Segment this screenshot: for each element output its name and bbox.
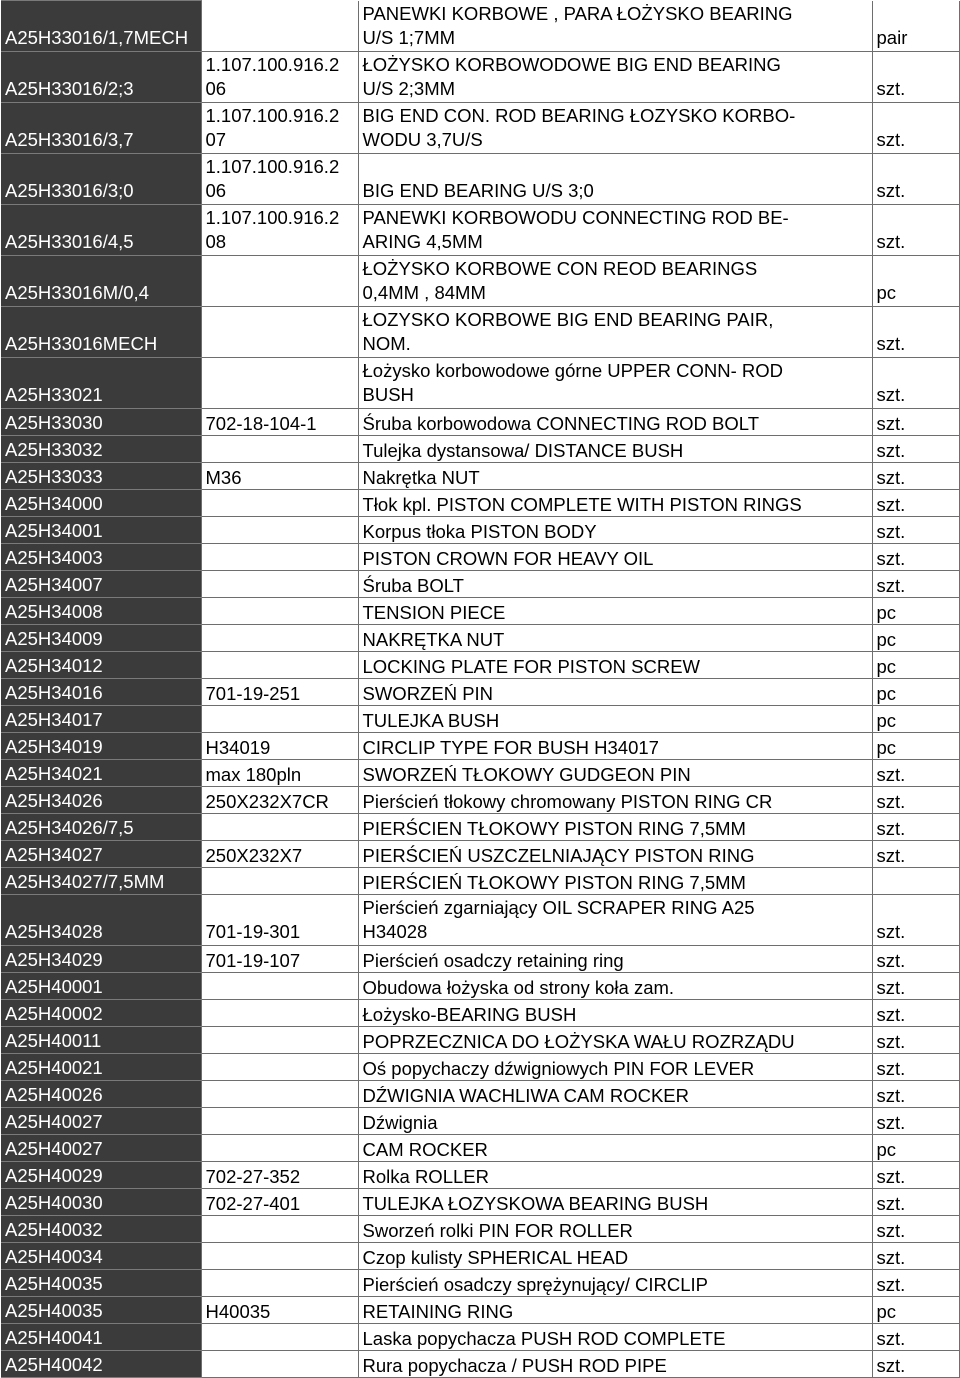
description-line: Łożysko-BEARING BUSH bbox=[362, 1003, 577, 1025]
table-row bbox=[1, 517, 959, 544]
table-row bbox=[1, 1135, 959, 1162]
description-line: NOM. bbox=[362, 332, 411, 354]
description-line: DŹWIGNIA WACHLIWA CAM ROCKER bbox=[362, 1084, 690, 1106]
description-cell bbox=[358, 1027, 872, 1054]
table-row bbox=[1, 946, 959, 973]
part-code-cell: A25H34016 bbox=[1, 679, 201, 706]
description-cell bbox=[358, 760, 872, 787]
description-cell bbox=[358, 1324, 872, 1351]
reference-number-cell bbox=[201, 1270, 358, 1297]
description-line: PIERŚCIEN TŁOKOWY PISTON RING 7,5MM bbox=[362, 817, 746, 839]
reference-number-cell bbox=[201, 652, 358, 679]
part-code-cell: A25H34021 bbox=[1, 760, 201, 787]
description-cell bbox=[358, 973, 872, 1000]
description-line: Laska popychacza PUSH ROD COMPLETE bbox=[362, 1327, 726, 1349]
reference-number-cell bbox=[201, 1216, 358, 1243]
table-row bbox=[1, 1162, 959, 1189]
part-code-cell: A25H40041 bbox=[1, 1324, 201, 1351]
reference-number-cell bbox=[201, 1243, 358, 1270]
description-cell bbox=[358, 1054, 872, 1081]
unit-cell: szt. bbox=[872, 1243, 959, 1270]
reference-number-cell: max 180pln bbox=[201, 760, 358, 787]
unit-cell: szt. bbox=[872, 814, 959, 841]
description-line: Tulejka dystansowa/ DISTANCE BUSH bbox=[362, 439, 684, 461]
reference-number-cell bbox=[201, 517, 358, 544]
part-code-cell: A25H40035 bbox=[1, 1270, 201, 1297]
description-line: U/S 2;3MM bbox=[362, 77, 456, 99]
description-line: Czop kulisty SPHERICAL HEAD bbox=[362, 1246, 629, 1268]
part-code-cell: A25H33021 bbox=[1, 358, 201, 409]
part-code-cell: A25H34003 bbox=[1, 544, 201, 571]
reference-number-cell: 702-27-352 bbox=[201, 1162, 358, 1189]
table-row bbox=[1, 760, 959, 787]
part-code-cell: A25H33016/3,7 bbox=[1, 103, 201, 154]
reference-number-cell bbox=[201, 307, 358, 358]
table-row bbox=[1, 706, 959, 733]
description-cell bbox=[358, 103, 872, 154]
part-code-cell: A25H33016M/0,4 bbox=[1, 256, 201, 307]
description-cell bbox=[358, 1000, 872, 1027]
part-code-cell: A25H34009 bbox=[1, 625, 201, 652]
reference-number-cell bbox=[201, 205, 358, 256]
parts-table-body bbox=[1, 1, 959, 1378]
table-row bbox=[1, 154, 959, 205]
part-code-cell: A25H34001 bbox=[1, 517, 201, 544]
table-row bbox=[1, 205, 959, 256]
description-line: ŁOŻYSKO KORBOWODOWE BIG END BEARING bbox=[362, 54, 781, 75]
description-line: Rura popychacza / PUSH ROD PIPE bbox=[362, 1354, 667, 1376]
description-line: 0,4MM , 84MM bbox=[362, 281, 486, 303]
reference-number-cell bbox=[201, 1324, 358, 1351]
description-cell bbox=[358, 1108, 872, 1135]
description-cell bbox=[358, 1135, 872, 1162]
unit-cell: pc bbox=[872, 706, 959, 733]
description-cell bbox=[358, 706, 872, 733]
description-cell bbox=[358, 868, 872, 895]
description-cell bbox=[358, 358, 872, 409]
reference-number-cell bbox=[201, 1000, 358, 1027]
reference-number-cell bbox=[201, 868, 358, 895]
unit-cell: pc bbox=[872, 625, 959, 652]
unit-cell: szt. bbox=[872, 1270, 959, 1297]
reference-number-cell bbox=[201, 1351, 358, 1378]
part-code-cell: A25H34012 bbox=[1, 652, 201, 679]
part-code-cell: A25H34019 bbox=[1, 733, 201, 760]
reference-number-cell: 702-18-104-1 bbox=[201, 409, 358, 436]
description-cell bbox=[358, 1243, 872, 1270]
unit-cell: pc bbox=[872, 733, 959, 760]
description-line: SWORZEŃ PIN bbox=[362, 682, 494, 704]
unit-cell: szt. bbox=[872, 1162, 959, 1189]
unit-cell: pc bbox=[872, 679, 959, 706]
part-code-cell: A25H40026 bbox=[1, 1081, 201, 1108]
description-line: TENSION PIECE bbox=[362, 601, 506, 623]
reference-number-cell: 701-19-107 bbox=[201, 946, 358, 973]
unit-cell: szt. bbox=[872, 103, 959, 154]
description-cell bbox=[358, 463, 872, 490]
table-row bbox=[1, 52, 959, 103]
description-cell bbox=[358, 256, 872, 307]
part-code-cell: A25H40027 bbox=[1, 1108, 201, 1135]
description-line: BUSH bbox=[362, 383, 414, 405]
description-line: Pierścień tłokowy chromowany PISTON RING CR bbox=[362, 790, 773, 812]
description-line: Pierścień zgarniający OIL SCRAPER RING A25 bbox=[362, 897, 755, 918]
part-code-cell: A25H40029 bbox=[1, 1162, 201, 1189]
unit-cell: pair bbox=[872, 1, 959, 52]
unit-cell: szt. bbox=[872, 973, 959, 1000]
part-code-cell: A25H33016/2;3 bbox=[1, 52, 201, 103]
part-code-cell: A25H34028 bbox=[1, 895, 201, 946]
table-row bbox=[1, 571, 959, 598]
part-code-cell: A25H34008 bbox=[1, 598, 201, 625]
unit-cell: szt. bbox=[872, 544, 959, 571]
description-line: CAM ROCKER bbox=[362, 1138, 488, 1160]
description-line: Śruba BOLT bbox=[362, 574, 464, 596]
part-code-cell: A25H40002 bbox=[1, 1000, 201, 1027]
description-line: H34028 bbox=[362, 920, 428, 942]
table-row bbox=[1, 490, 959, 517]
table-row bbox=[1, 895, 959, 946]
description-line: LOCKING PLATE FOR PISTON SCREW bbox=[362, 655, 701, 677]
description-cell bbox=[358, 490, 872, 517]
description-cell bbox=[358, 1, 872, 52]
table-row bbox=[1, 1054, 959, 1081]
part-code-cell: A25H40035 bbox=[1, 1297, 201, 1324]
description-line: Obudowa łożyska od strony koła zam. bbox=[362, 976, 675, 998]
unit-cell: szt. bbox=[872, 52, 959, 103]
part-code-cell: A25H40027 bbox=[1, 1135, 201, 1162]
unit-cell bbox=[872, 868, 959, 895]
reference-number-cell: 701-19-251 bbox=[201, 679, 358, 706]
reference-number-cell bbox=[201, 973, 358, 1000]
description-cell bbox=[358, 895, 872, 946]
reference-number-cell bbox=[201, 625, 358, 652]
table-row bbox=[1, 1324, 959, 1351]
table-row bbox=[1, 1243, 959, 1270]
reference-number-cell bbox=[201, 598, 358, 625]
part-code-cell: A25H34026 bbox=[1, 787, 201, 814]
unit-cell: pc bbox=[872, 652, 959, 679]
table-row bbox=[1, 625, 959, 652]
table-row bbox=[1, 103, 959, 154]
description-cell bbox=[358, 1189, 872, 1216]
reference-number-cell bbox=[201, 814, 358, 841]
part-code-cell: A25H34026/7,5 bbox=[1, 814, 201, 841]
reference-number-cell bbox=[201, 436, 358, 463]
description-cell bbox=[358, 544, 872, 571]
description-line: Korpus tłoka PISTON BODY bbox=[362, 520, 597, 542]
table-row bbox=[1, 1270, 959, 1297]
description-line: Rolka ROLLER bbox=[362, 1165, 489, 1187]
table-row bbox=[1, 1, 959, 52]
table-row bbox=[1, 463, 959, 490]
unit-cell: szt. bbox=[872, 895, 959, 946]
description-cell bbox=[358, 1081, 872, 1108]
unit-cell: szt. bbox=[872, 1189, 959, 1216]
description-cell bbox=[358, 409, 872, 436]
reference-number-line: 1.107.100.916.2 bbox=[205, 207, 340, 228]
reference-number-cell bbox=[201, 1135, 358, 1162]
description-line: WODU 3,7U/S bbox=[362, 128, 483, 150]
unit-cell: szt. bbox=[872, 436, 959, 463]
description-cell bbox=[358, 1297, 872, 1324]
description-cell bbox=[358, 571, 872, 598]
reference-number-cell bbox=[201, 52, 358, 103]
table-row bbox=[1, 1351, 959, 1378]
table-row bbox=[1, 1297, 959, 1324]
description-cell bbox=[358, 946, 872, 973]
table-row bbox=[1, 973, 959, 1000]
table-row bbox=[1, 598, 959, 625]
part-code-cell: A25H40042 bbox=[1, 1351, 201, 1378]
part-code-cell: A25H40030 bbox=[1, 1189, 201, 1216]
description-cell bbox=[358, 1216, 872, 1243]
description-cell bbox=[358, 1162, 872, 1189]
unit-cell: szt. bbox=[872, 205, 959, 256]
part-code-cell: A25H33016/3;0 bbox=[1, 154, 201, 205]
unit-cell: szt. bbox=[872, 1351, 959, 1378]
reference-number-cell bbox=[201, 544, 358, 571]
description-cell bbox=[358, 1270, 872, 1297]
reference-number-cell bbox=[201, 490, 358, 517]
description-cell bbox=[358, 1351, 872, 1378]
table-row bbox=[1, 652, 959, 679]
description-line: Łożysko korbowodowe górne UPPER CONN- ROD bbox=[362, 360, 784, 381]
unit-cell: szt. bbox=[872, 358, 959, 409]
description-line: BIG END CON. ROD BEARING ŁOZYSKO KORBO- bbox=[362, 105, 796, 126]
table-row bbox=[1, 814, 959, 841]
unit-cell: szt. bbox=[872, 409, 959, 436]
table-row bbox=[1, 1027, 959, 1054]
reference-number-cell bbox=[201, 154, 358, 205]
table-row bbox=[1, 868, 959, 895]
description-line: PIERŚCIEŃ TŁOKOWY PISTON RING 7,5MM bbox=[362, 871, 746, 893]
reference-number-line: 1.107.100.916.2 bbox=[205, 54, 340, 75]
table-row bbox=[1, 256, 959, 307]
part-code-cell: A25H34027/7,5MM bbox=[1, 868, 201, 895]
description-line: Dźwignia bbox=[362, 1111, 438, 1133]
reference-number-cell bbox=[201, 1081, 358, 1108]
description-cell bbox=[358, 307, 872, 358]
part-code-cell: A25H34007 bbox=[1, 571, 201, 598]
description-line: PISTON CROWN FOR HEAVY OIL bbox=[362, 547, 654, 569]
description-line: ŁOZYSKO KORBOWE BIG END BEARING PAIR, bbox=[362, 309, 774, 330]
table-row bbox=[1, 358, 959, 409]
reference-number-line: 06 bbox=[205, 179, 227, 201]
unit-cell: szt. bbox=[872, 490, 959, 517]
table-row bbox=[1, 409, 959, 436]
description-cell bbox=[358, 517, 872, 544]
reference-number-cell bbox=[201, 1054, 358, 1081]
description-cell bbox=[358, 625, 872, 652]
unit-cell: szt. bbox=[872, 571, 959, 598]
reference-number-line: 07 bbox=[205, 128, 227, 150]
reference-number-cell bbox=[201, 571, 358, 598]
reference-number-cell: H34019 bbox=[201, 733, 358, 760]
description-cell bbox=[358, 679, 872, 706]
part-code-cell: A25H33033 bbox=[1, 463, 201, 490]
reference-number-line: 1.107.100.916.2 bbox=[205, 105, 340, 126]
reference-number-cell: H40035 bbox=[201, 1297, 358, 1324]
table-row bbox=[1, 733, 959, 760]
description-cell bbox=[358, 814, 872, 841]
unit-cell: szt. bbox=[872, 463, 959, 490]
description-line: TULEJKA BUSH bbox=[362, 709, 500, 731]
description-line: ŁOŻYSKO KORBOWE CON REOD BEARINGS bbox=[362, 258, 758, 279]
part-code-cell: A25H34029 bbox=[1, 946, 201, 973]
unit-cell: szt. bbox=[872, 1324, 959, 1351]
part-code-cell: A25H33016/4,5 bbox=[1, 205, 201, 256]
description-line: Pierścień osadczy sprężynujący/ CIRCLIP bbox=[362, 1273, 708, 1295]
unit-cell: pc bbox=[872, 1297, 959, 1324]
table-row bbox=[1, 307, 959, 358]
reference-number-line: 1.107.100.916.2 bbox=[205, 156, 340, 177]
part-code-cell: A25H33016MECH bbox=[1, 307, 201, 358]
description-line: POPRZECZNICA DO ŁOŻYSKA WAŁU ROZRZĄDU bbox=[362, 1030, 795, 1052]
part-code-cell: A25H33030 bbox=[1, 409, 201, 436]
description-line: SWORZEŃ TŁOKOWY GUDGEON PIN bbox=[362, 763, 691, 785]
description-cell bbox=[358, 841, 872, 868]
table-row bbox=[1, 1000, 959, 1027]
table-row bbox=[1, 841, 959, 868]
part-code-cell: A25H40021 bbox=[1, 1054, 201, 1081]
description-line: Śruba korbowodowa CONNECTING ROD BOLT bbox=[362, 412, 759, 434]
description-cell bbox=[358, 52, 872, 103]
description-line: PIERŚCIEŃ USZCZELNIAJĄCY PISTON RING bbox=[362, 844, 755, 866]
part-code-cell: A25H33032 bbox=[1, 436, 201, 463]
description-line: TULEJKA ŁOZYSKOWA BEARING BUSH bbox=[362, 1192, 709, 1214]
part-code-cell: A25H40011 bbox=[1, 1027, 201, 1054]
description-line: Tłok kpl. PISTON COMPLETE WITH PISTON RINGS bbox=[362, 493, 802, 515]
unit-cell: szt. bbox=[872, 946, 959, 973]
description-line: Pierścień osadczy retaining ring bbox=[362, 949, 624, 971]
description-line: BIG END BEARING U/S 3;0 bbox=[362, 179, 594, 201]
description-cell bbox=[358, 652, 872, 679]
part-code-cell: A25H34017 bbox=[1, 706, 201, 733]
table-row bbox=[1, 1216, 959, 1243]
part-code-cell: A25H40034 bbox=[1, 1243, 201, 1270]
table-row bbox=[1, 544, 959, 571]
reference-number-line: 08 bbox=[205, 230, 227, 252]
unit-cell: szt. bbox=[872, 760, 959, 787]
part-code-cell: A25H34000 bbox=[1, 490, 201, 517]
parts-table bbox=[1, 0, 960, 1378]
table-row bbox=[1, 1081, 959, 1108]
unit-cell: pc bbox=[872, 1135, 959, 1162]
unit-cell: szt. bbox=[872, 307, 959, 358]
reference-number-cell: 250X232X7 bbox=[201, 841, 358, 868]
unit-cell: szt. bbox=[872, 787, 959, 814]
description-line: NAKRĘTKA NUT bbox=[362, 628, 505, 650]
reference-number-cell bbox=[201, 103, 358, 154]
description-cell bbox=[358, 598, 872, 625]
unit-cell: szt. bbox=[872, 841, 959, 868]
description-line: RETAINING RING bbox=[362, 1300, 514, 1322]
part-code-cell: A25H34027 bbox=[1, 841, 201, 868]
description-cell bbox=[358, 154, 872, 205]
reference-number-cell bbox=[201, 358, 358, 409]
table-row bbox=[1, 436, 959, 463]
description-line: PANEWKI KORBOWODU CONNECTING ROD BE- bbox=[362, 207, 789, 228]
part-code-cell: A25H40001 bbox=[1, 973, 201, 1000]
reference-number-line: 06 bbox=[205, 77, 227, 99]
unit-cell: szt. bbox=[872, 1081, 959, 1108]
unit-cell: szt. bbox=[872, 1000, 959, 1027]
unit-cell: szt. bbox=[872, 1216, 959, 1243]
description-line: CIRCLIP TYPE FOR BUSH H34017 bbox=[362, 736, 659, 758]
description-line: PANEWKI KORBOWE , PARA ŁOŻYSKO BEARING bbox=[362, 3, 793, 24]
reference-number-cell bbox=[201, 1108, 358, 1135]
description-line: Oś popychaczy dźwigniowych PIN FOR LEVER bbox=[362, 1057, 755, 1079]
unit-cell: pc bbox=[872, 598, 959, 625]
description-cell bbox=[358, 205, 872, 256]
description-cell bbox=[358, 436, 872, 463]
description-line: Nakrętka NUT bbox=[362, 466, 480, 488]
reference-number-cell bbox=[201, 1027, 358, 1054]
reference-number-cell: M36 bbox=[201, 463, 358, 490]
unit-cell: szt. bbox=[872, 517, 959, 544]
table-row bbox=[1, 1189, 959, 1216]
table-row bbox=[1, 787, 959, 814]
unit-cell: szt. bbox=[872, 154, 959, 205]
reference-number-cell: 250X232X7CR bbox=[201, 787, 358, 814]
unit-cell: szt. bbox=[872, 1027, 959, 1054]
description-cell bbox=[358, 733, 872, 760]
description-cell bbox=[358, 787, 872, 814]
part-code-cell: A25H33016/1,7MECH bbox=[1, 1, 201, 52]
description-line: ARING 4,5MM bbox=[362, 230, 483, 252]
part-code-cell: A25H40032 bbox=[1, 1216, 201, 1243]
description-line: U/S 1;7MM bbox=[362, 26, 456, 48]
reference-number-cell bbox=[201, 1, 358, 52]
table-row bbox=[1, 679, 959, 706]
unit-cell: szt. bbox=[872, 1054, 959, 1081]
table-row bbox=[1, 1108, 959, 1135]
unit-cell: pc bbox=[872, 256, 959, 307]
reference-number-cell: 702-27-401 bbox=[201, 1189, 358, 1216]
reference-number-cell bbox=[201, 706, 358, 733]
reference-number-cell bbox=[201, 256, 358, 307]
description-line: Sworzeń rolki PIN FOR ROLLER bbox=[362, 1219, 633, 1241]
reference-number-cell: 701-19-301 bbox=[201, 895, 358, 946]
unit-cell: szt. bbox=[872, 1108, 959, 1135]
